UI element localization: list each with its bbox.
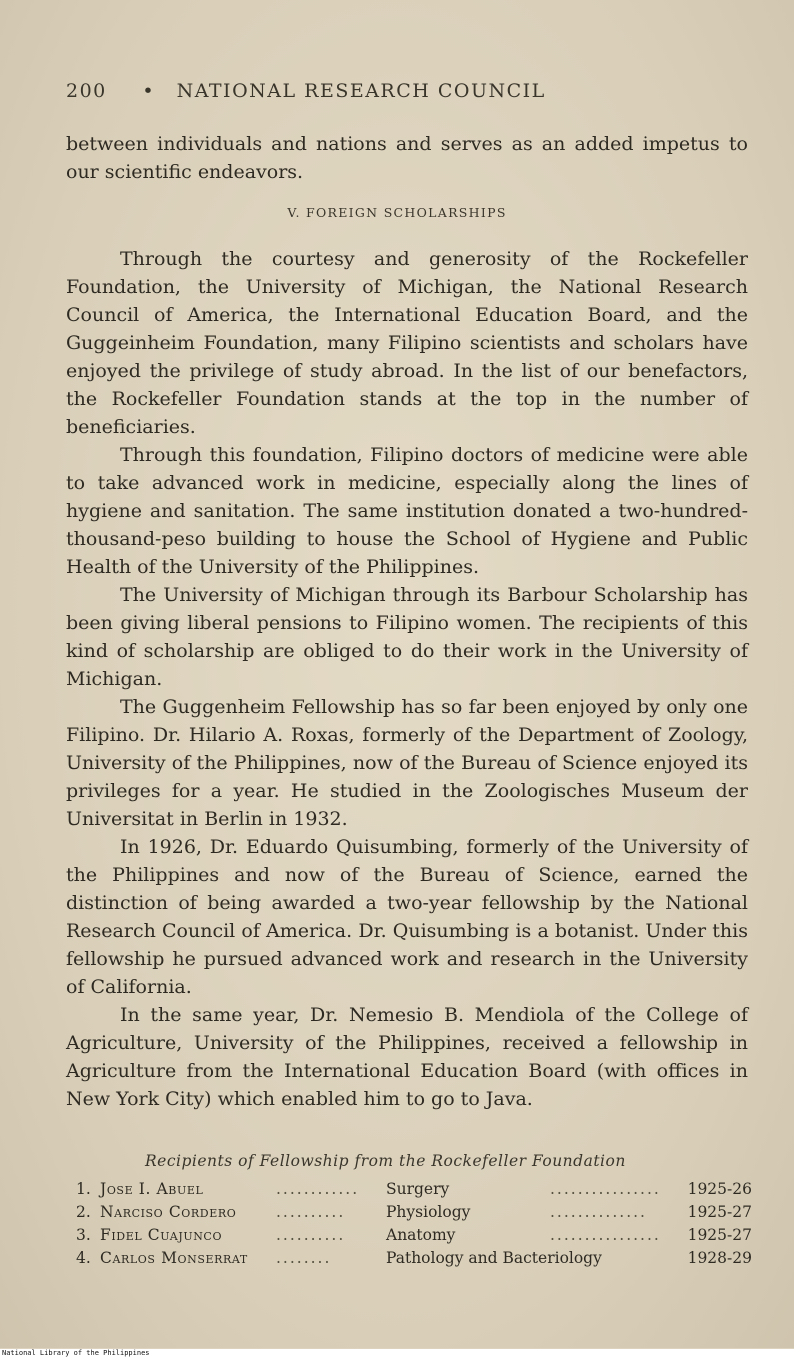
leader-dots: ............ bbox=[276, 1180, 360, 1198]
field-of-study: Anatomy bbox=[386, 1226, 456, 1244]
row-number: 1. bbox=[76, 1180, 91, 1198]
leader-dots: ................ bbox=[550, 1226, 661, 1244]
field-of-study: Surgery bbox=[386, 1180, 450, 1198]
fellowship-years: 1925-27 bbox=[687, 1226, 752, 1244]
paragraph: Through this foundation, Filipino doctors of medicine were able to take advanced work in medicine, especially along the lines of hygiene and sanitation. The same institution donated a two-hundred-thousand-peso building to house the School of Hygiene and Public Health of the University of the Philippines. bbox=[66, 444, 748, 578]
running-title: NATIONAL RESEARCH COUNCIL bbox=[176, 80, 546, 102]
table-row bbox=[76, 1203, 752, 1227]
leader-dots: .......... bbox=[276, 1203, 346, 1221]
header-bullet: • bbox=[142, 80, 156, 102]
row-number: 3. bbox=[76, 1226, 91, 1244]
recipient-name: Narciso Cordero bbox=[100, 1203, 237, 1221]
table-row bbox=[76, 1180, 752, 1204]
paragraph: The Guggenheim Fellowship has so far been enjoyed by only one Filipino. Dr. Hilario A. Roxas, formerly of the Department of Zoology, University of the Philippines, now of the Bureau of Science enjoyed its privileges for a year. He studied in the Zoologisches Museum der Universitat in Berlin in 1932. bbox=[66, 696, 748, 830]
paragraph: Through the courtesy and generosity of the Rockefeller Foundation, the University of Michigan, the National Research Council of America, the International Education Board, and the Guggeinheim Foundation, many Filipino scientists and scholars have enjoyed the privilege of study abroad. In the list of our benefactors, the Rockefeller Foundation stands at the top in the number of beneficiaries. bbox=[66, 248, 748, 438]
field-of-study: Pathology and Bacteriology bbox=[386, 1249, 602, 1267]
table-row bbox=[76, 1226, 752, 1250]
paragraph: The University of Michigan through its Barbour Scholarship has been giving liberal pensions to Filipino women. The recipients of this kind of scholarship are obliged to do their work in the University of Michigan. bbox=[66, 584, 748, 690]
table-row bbox=[76, 1249, 752, 1273]
body-text bbox=[66, 245, 748, 1113]
leader-dots: ................ bbox=[550, 1180, 661, 1198]
recipient-name: Jose I. Abuel bbox=[100, 1180, 204, 1198]
section-heading: V. FOREIGN SCHOLARSHIPS bbox=[287, 205, 507, 220]
table-title: Recipients of Fellowship from the Rockefeller Foundation bbox=[145, 1152, 626, 1170]
intro-continuation bbox=[66, 130, 748, 186]
footer-bar bbox=[0, 1349, 794, 1358]
recipient-name: Fidel Cuajunco bbox=[100, 1226, 223, 1244]
paragraph: In 1926, Dr. Eduardo Quisumbing, formerly of the University of the Philippines and now of the Bureau of Science, earned the distinction of being awarded a two-year fellowship by the National Research Council of America. Dr. Quisumbing is a botanist. Under this fellowship he pursued advanced work and research in the University of California. bbox=[66, 836, 748, 998]
recipient-name: Carlos Monserrat bbox=[100, 1249, 248, 1267]
fellowship-years: 1925-27 bbox=[687, 1203, 752, 1221]
page-number: 200 bbox=[66, 80, 107, 102]
fellowship-years: 1925-26 bbox=[687, 1180, 752, 1198]
fellowship-years: 1928-29 bbox=[687, 1249, 752, 1267]
running-header bbox=[66, 80, 766, 102]
row-number: 2. bbox=[76, 1203, 91, 1221]
library-credit: National Library of the Philippines bbox=[2, 1349, 150, 1357]
field-of-study: Physiology bbox=[386, 1203, 471, 1221]
paragraph: In the same year, Dr. Nemesio B. Mendiola of the College of Agriculture, University of the Philippines, received a fellowship in Agriculture from the International Education Board (with offices in New York City) which enabled him to go to Java. bbox=[66, 1004, 748, 1110]
paragraph-continued: between individuals and nations and serves as an added impetus to our scientific endeavors. bbox=[66, 133, 748, 183]
row-number: 4. bbox=[76, 1249, 91, 1267]
leader-dots: .............. bbox=[550, 1203, 647, 1221]
leader-dots: ........ bbox=[276, 1249, 332, 1267]
leader-dots: .......... bbox=[276, 1226, 346, 1244]
